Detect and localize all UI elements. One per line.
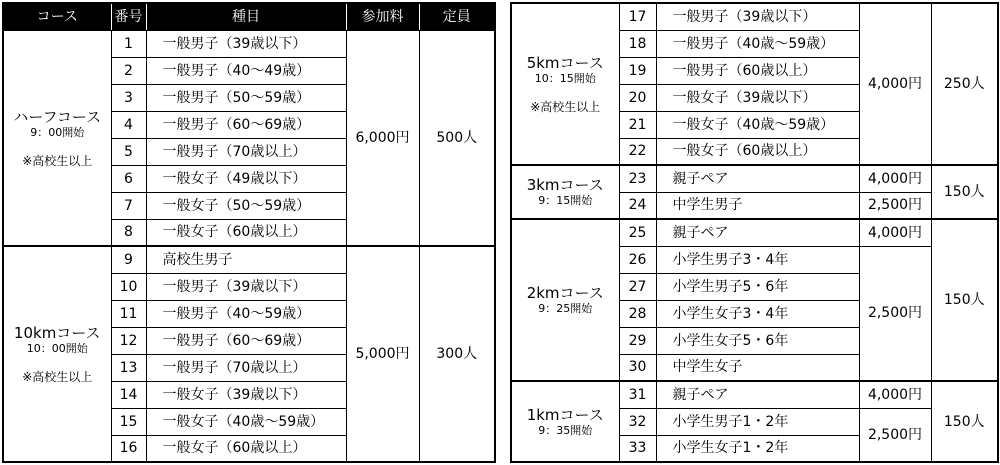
event-number: 6 [111, 165, 146, 192]
course-start-time: 9：35開始 [538, 423, 593, 437]
entry-fee: 4,000円 [859, 165, 931, 192]
course-cell-2km [511, 219, 619, 381]
course-name: ハーフコース [13, 107, 102, 126]
capacity: 150人 [931, 381, 998, 462]
event-number: 11 [111, 300, 146, 327]
event-number: 27 [619, 273, 656, 300]
event-name: 小学生女子1・2年 [656, 435, 859, 462]
event-name: 一般男子（60～69歳） [146, 327, 346, 354]
course-note: ※高校生以上 [22, 153, 93, 168]
header-fee: 参加料 [346, 3, 419, 30]
event-name: 小学生男子3・4年 [656, 246, 859, 273]
header-number: 番号 [111, 3, 146, 30]
event-number: 5 [111, 138, 146, 165]
header-event: 種目 [146, 3, 346, 30]
course-start-time: 9：25開始 [538, 302, 593, 315]
event-name: 一般女子（49歳以下） [146, 165, 346, 192]
course-table-left [2, 2, 496, 463]
event-number: 9 [111, 246, 146, 273]
entry-fee: 2,500円 [859, 192, 931, 219]
event-name: 親子ペア [656, 381, 859, 408]
event-number: 8 [111, 219, 146, 246]
event-number: 17 [619, 3, 656, 30]
course-table-right [510, 2, 999, 463]
event-name: 一般男子（39歳以下） [146, 273, 346, 300]
capacity: 150人 [931, 165, 998, 219]
event-number: 19 [619, 57, 656, 84]
course-start-time: 9：00開始 [30, 125, 85, 139]
capacity: 300人 [419, 246, 495, 462]
entry-fee: 4,000円 [859, 381, 931, 408]
course-name: 10kmコース [13, 324, 101, 342]
event-name: 親子ペア [656, 219, 859, 246]
event-name: 一般男子（60歳以上） [656, 57, 859, 84]
event-number: 15 [111, 408, 146, 435]
event-number: 2 [111, 57, 146, 84]
event-number: 7 [111, 192, 146, 219]
event-number: 24 [619, 192, 656, 219]
event-number: 4 [111, 111, 146, 138]
event-name: 小学生男子5・6年 [656, 273, 859, 300]
course-start-time: 10：00開始 [26, 342, 88, 355]
event-number: 14 [111, 381, 146, 408]
event-name: 一般女子（40歳～59歳） [146, 408, 346, 435]
event-name: 一般男子（70歳以上） [146, 354, 346, 381]
event-number: 18 [619, 30, 656, 57]
course-cell-10km [3, 246, 111, 462]
event-name: 一般女子（60歳以上） [146, 219, 346, 246]
event-name: 一般女子（60歳以上） [146, 435, 346, 462]
course-note: ※高校生以上 [530, 100, 601, 114]
event-name: 一般女子（40歳～59歳） [656, 111, 859, 138]
capacity: 150人 [931, 219, 998, 381]
event-number: 1 [111, 30, 146, 57]
event-name: 小学生女子3・4年 [656, 300, 859, 327]
entry-fee: 2,500円 [859, 246, 931, 381]
entry-fee: 4,000円 [859, 219, 931, 246]
event-number: 29 [619, 327, 656, 354]
event-name: 中学生女子 [656, 354, 859, 381]
course-cell-1km [511, 381, 619, 462]
event-name: 一般女子（60歳以上） [656, 138, 859, 165]
event-number: 28 [619, 300, 656, 327]
entry-fee: 4,000円 [859, 3, 931, 165]
event-number: 22 [619, 138, 656, 165]
header-capacity: 定員 [419, 3, 495, 30]
event-number: 30 [619, 354, 656, 381]
event-number: 31 [619, 381, 656, 408]
event-name: 小学生女子5・6年 [656, 327, 859, 354]
event-name: 中学生男子 [656, 192, 859, 219]
event-name: 一般男子（40～59歳） [146, 300, 346, 327]
entry-fee: 2,500円 [859, 408, 931, 462]
course-name: 1kmコース [526, 405, 604, 424]
event-name: 小学生男子1・2年 [656, 408, 859, 435]
event-number: 13 [111, 354, 146, 381]
header-course: コース [3, 3, 111, 30]
event-number: 20 [619, 84, 656, 111]
capacity: 500人 [419, 30, 495, 246]
table-row [3, 30, 495, 57]
table-header [3, 3, 495, 30]
event-name: 一般男子（60～69歳） [146, 111, 346, 138]
event-name: 一般女子（50～59歳） [146, 192, 346, 219]
event-name: 一般男子（70歳以上） [146, 138, 346, 165]
course-start-time: 10：15開始 [534, 72, 596, 85]
course-cell-half [3, 30, 111, 246]
event-number: 26 [619, 246, 656, 273]
table-row [3, 246, 495, 273]
course-name: 3kmコース [526, 176, 604, 194]
event-name: 一般女子（39歳以下） [146, 381, 346, 408]
event-number: 21 [619, 111, 656, 138]
event-name: 一般女子（39歳以下） [656, 84, 859, 111]
table-row [511, 381, 998, 408]
event-name: 一般男子（39歳以下） [656, 3, 859, 30]
course-note: ※高校生以上 [22, 370, 93, 384]
table-row [511, 3, 998, 30]
event-name: 一般男子（40歳～59歳） [656, 30, 859, 57]
event-name: 一般男子（39歳以下） [146, 30, 346, 57]
course-cell-3km [511, 165, 619, 219]
event-number: 23 [619, 165, 656, 192]
event-name: 親子ペア [656, 165, 859, 192]
event-name: 一般男子（50～59歳） [146, 84, 346, 111]
event-name: 一般男子（40～49歳） [146, 57, 346, 84]
course-name: 2kmコース [526, 284, 604, 302]
event-name: 高校生男子 [146, 246, 346, 273]
event-number: 16 [111, 435, 146, 462]
event-number: 10 [111, 273, 146, 300]
capacity: 250人 [931, 3, 998, 165]
course-cell-5km [511, 3, 619, 165]
course-name: 5kmコース [526, 54, 604, 72]
course-start-time: 9：15開始 [538, 194, 593, 207]
event-number: 12 [111, 327, 146, 354]
event-number: 25 [619, 219, 656, 246]
table-row [511, 165, 998, 192]
entry-fee: 6,000円 [346, 30, 419, 246]
table-row [511, 219, 998, 246]
event-number: 32 [619, 408, 656, 435]
event-number: 3 [111, 84, 146, 111]
entry-fee: 5,000円 [346, 246, 419, 462]
event-number: 33 [619, 435, 656, 462]
